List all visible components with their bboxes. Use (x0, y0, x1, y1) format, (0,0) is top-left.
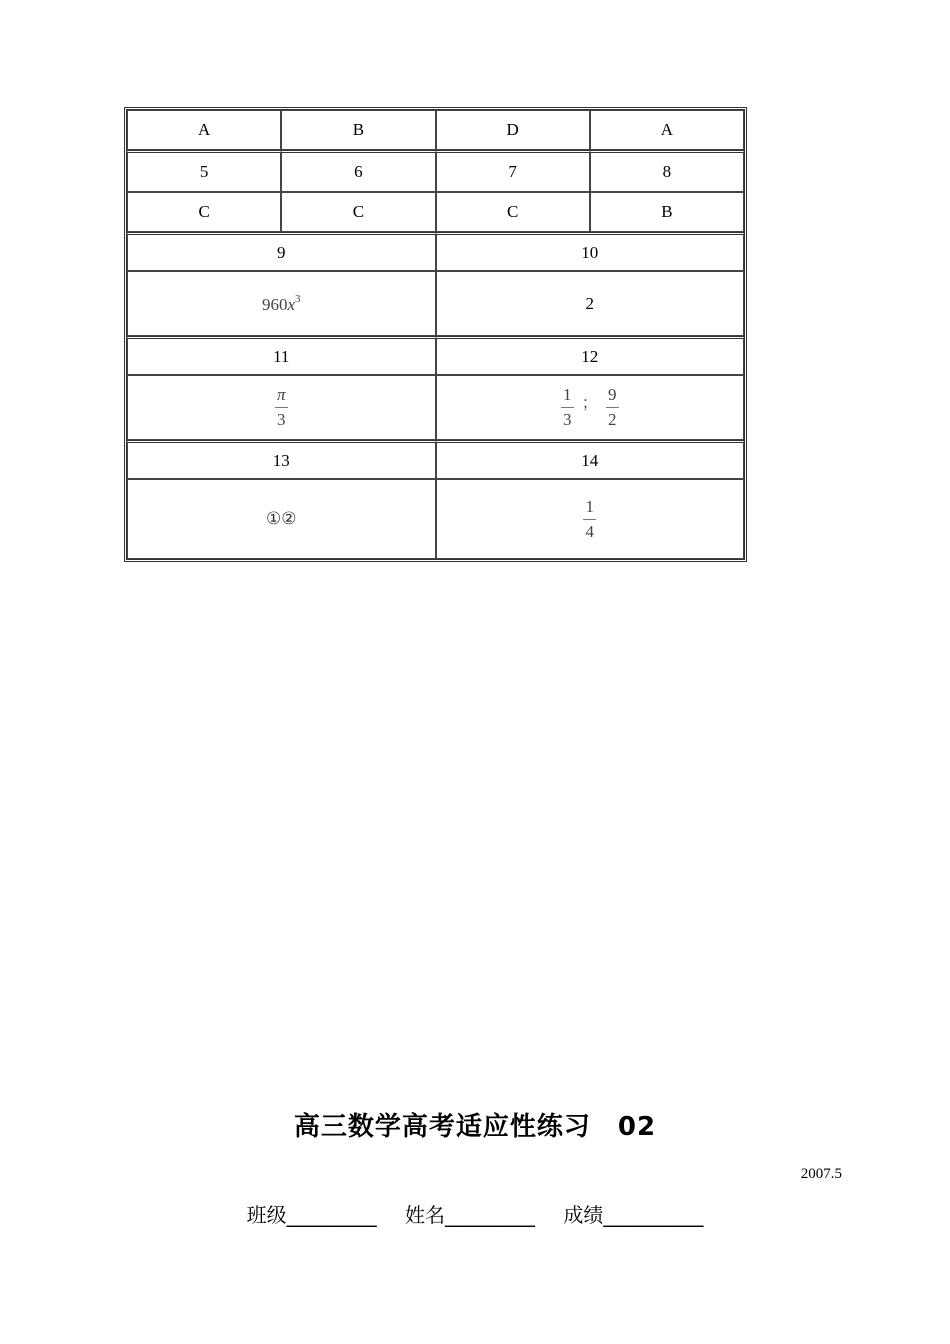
question-number-cell: 13 (127, 440, 436, 479)
question-number-cell: 7 (436, 150, 590, 192)
answer-cell: A (590, 110, 744, 150)
fraction: $\frac{9}{2}$ (606, 385, 619, 430)
answer-cell: C (281, 192, 435, 232)
name-field: 姓名_________ (405, 1203, 535, 1227)
page-title: 高三数学高考适应性练习 02 (293, 1112, 657, 1142)
fraction: $\frac{\pi}{3}$ (275, 385, 288, 430)
question-number-cell: 11 (127, 336, 436, 375)
fraction: $\frac{1}{4}$ (583, 497, 596, 542)
question-number-row (127, 150, 744, 192)
class-field: 班级_________ (246, 1203, 377, 1227)
answer-9 (127, 271, 436, 336)
answer-row-4 (127, 375, 744, 440)
answer-14 (436, 479, 745, 559)
question-number-row (127, 336, 744, 375)
date-label: 2007.5 (800, 1166, 842, 1182)
question-number-row (127, 232, 744, 271)
student-info-line (0, 1199, 950, 1228)
answer-row-3 (127, 271, 744, 336)
answer-row-1 (127, 110, 744, 150)
answer-row-2 (127, 192, 744, 232)
separator: ； (581, 395, 598, 412)
answer-cell: C (436, 192, 590, 232)
answer-cell: A (127, 110, 281, 150)
answer-table (124, 107, 747, 562)
answer-cell: C (127, 192, 281, 232)
answer-13: ①② (127, 479, 436, 559)
question-number-cell: 12 (436, 336, 745, 375)
question-number-cell: 14 (436, 440, 745, 479)
question-number-cell: 9 (127, 232, 436, 271)
question-number-row (127, 440, 744, 479)
answer-cell: D (436, 110, 590, 150)
fraction: $\frac{1}{3}$ (561, 385, 574, 430)
math-expression: $960x^3$ (261, 292, 301, 314)
answer-row-5 (127, 479, 744, 559)
answer-cell: B (281, 110, 435, 150)
answer-10: 2 (436, 271, 745, 336)
answer-12 (436, 375, 745, 440)
answer-cell: B (590, 192, 744, 232)
question-number-cell: 8 (590, 150, 744, 192)
score-field: 成绩__________ (563, 1203, 704, 1227)
question-number-cell: 6 (281, 150, 435, 192)
question-number-cell: 5 (127, 150, 281, 192)
answer-11 (127, 375, 436, 440)
question-number-cell: 10 (436, 232, 745, 271)
